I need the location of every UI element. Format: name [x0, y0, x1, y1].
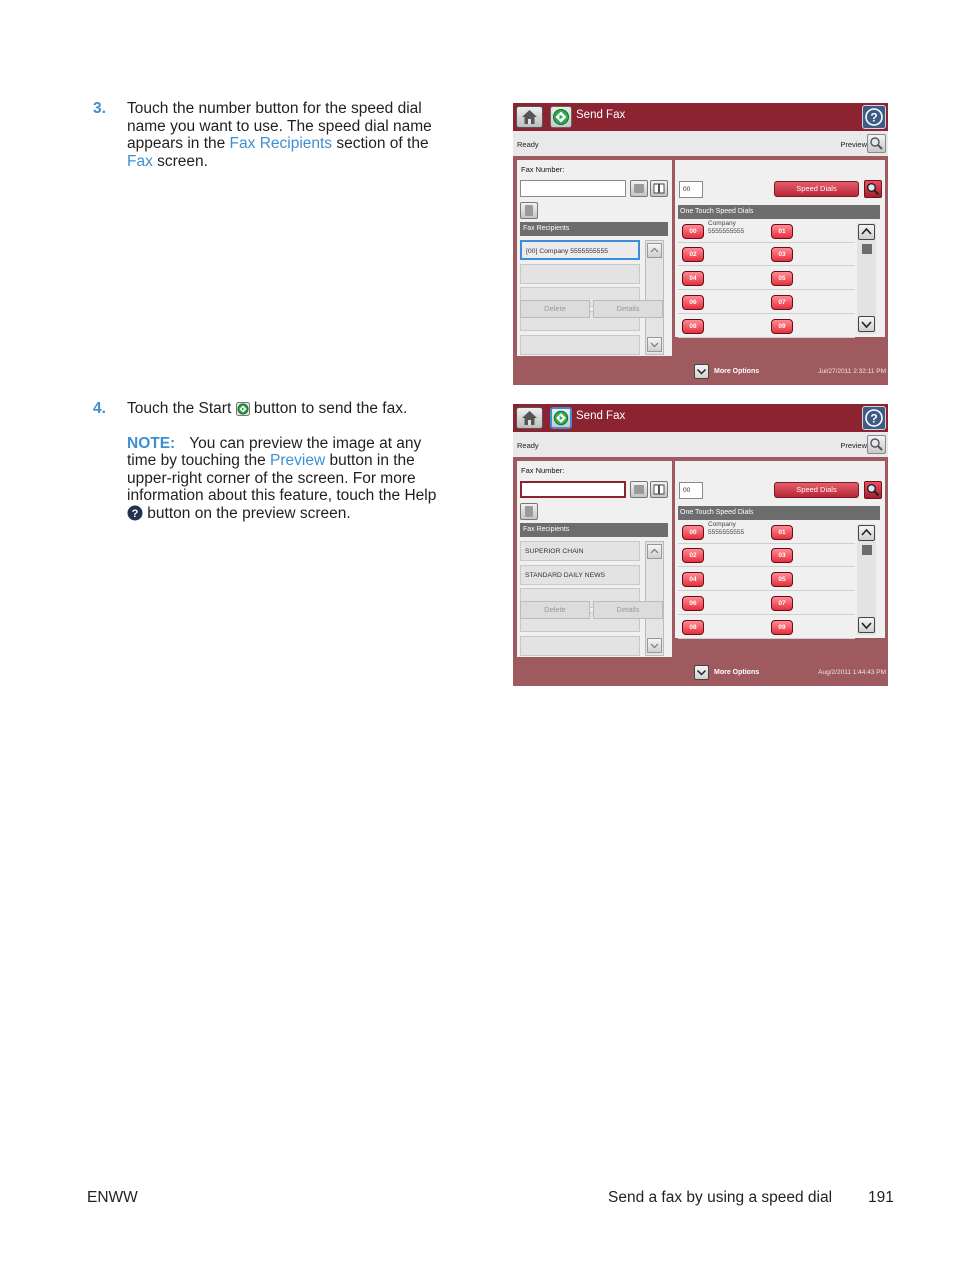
speed-dial-row [678, 267, 855, 290]
speed-dials-button[interactable]: Speed Dials [774, 482, 859, 498]
preview-button[interactable] [867, 435, 886, 454]
add-recipient-button[interactable] [520, 503, 538, 520]
speed-dial-button[interactable]: 07 [771, 596, 793, 611]
svg-text:?: ? [870, 411, 878, 426]
page-number: 191 [868, 1189, 894, 1206]
speed-dial-button[interactable]: 04 [682, 572, 704, 587]
preview-button[interactable] [867, 134, 886, 153]
recipient-row[interactable] [520, 264, 640, 284]
step-number: 4. [93, 400, 106, 417]
speed-dial-row [678, 243, 855, 266]
speed-dial-button[interactable]: 01 [771, 525, 793, 540]
note-text-part: button on the preview screen. [143, 504, 351, 522]
footer-left: ENWW [87, 1189, 138, 1206]
search-button[interactable] [864, 180, 882, 198]
home-icon [517, 114, 542, 131]
step-4 [93, 400, 453, 526]
scroll-down-icon[interactable] [858, 316, 875, 332]
svg-text:?: ? [131, 507, 139, 520]
add-recipient-button[interactable] [520, 202, 538, 219]
book-icon [651, 183, 667, 200]
speed-dial-button[interactable]: 02 [682, 247, 704, 262]
fax-recipients-header: Fax Recipients [520, 523, 668, 537]
note [127, 435, 453, 526]
step-3 [93, 100, 453, 170]
fax-link[interactable]: Fax [127, 152, 153, 170]
preview-label: Preview [840, 140, 867, 149]
fax-number-input[interactable] [520, 481, 626, 498]
help-icon [127, 505, 143, 526]
delete-button[interactable]: Delete [520, 601, 590, 619]
more-options-button[interactable] [694, 364, 709, 379]
company-name: Company [708, 521, 736, 528]
scroll-up-icon[interactable] [647, 544, 662, 559]
footer-section-title: Send a fax by using a speed dial [608, 1189, 833, 1206]
speed-dial-name [708, 521, 744, 537]
home-button[interactable] [516, 407, 543, 429]
recipients-scrollbar[interactable] [645, 240, 664, 355]
step-text-part: Touch the number button for the speed dial name you want to use. The speed dial name appears in the [127, 100, 432, 153]
speed-dial-button[interactable]: 09 [771, 620, 793, 635]
note-text-part: button in the upper-right corner of the screen. For more information about this feature, touch the Help [127, 452, 437, 505]
speed-dial-row [678, 568, 855, 591]
help-button[interactable] [862, 105, 886, 129]
speed-dial-row [678, 220, 855, 243]
fax-number-display[interactable]: 00 [679, 181, 703, 198]
speed-dial-button[interactable]: 08 [682, 620, 704, 635]
speed-dial-row [678, 592, 855, 615]
speed-dial-row [678, 544, 855, 567]
fax-number-label: Fax Number: [521, 466, 565, 475]
speed-dial-button[interactable]: 06 [682, 596, 704, 611]
search-icon [865, 485, 881, 502]
speed-dial-button[interactable]: 03 [771, 548, 793, 563]
svg-text:?: ? [870, 110, 878, 125]
scroll-down-icon[interactable] [647, 337, 662, 352]
scroll-up-icon[interactable] [858, 224, 875, 240]
scroll-down-icon[interactable] [647, 638, 662, 653]
scroll-thumb[interactable] [862, 244, 872, 254]
fax-recipients-pane [517, 160, 672, 356]
phonebook-button[interactable] [650, 180, 668, 197]
start-icon [236, 402, 250, 421]
help-button[interactable] [862, 406, 886, 430]
scroll-thumb[interactable] [862, 545, 872, 555]
preview-label: Preview [840, 441, 867, 450]
speed-dial-button[interactable]: 05 [771, 572, 793, 587]
speed-dial-button[interactable]: 04 [682, 271, 704, 286]
speed-dial-button[interactable]: 05 [771, 271, 793, 286]
speed-dials-scrollbar[interactable] [857, 223, 876, 334]
fax-number-label: Fax Number: [521, 165, 565, 174]
preview-link[interactable]: Preview [270, 452, 326, 470]
one-touch-speed-dials-header: One Touch Speed Dials [678, 205, 880, 219]
status-bar [513, 131, 888, 156]
help-icon [863, 411, 885, 433]
fax-number-input[interactable] [520, 180, 626, 197]
status-bar [513, 432, 888, 457]
step-text-part: section of the [332, 135, 429, 153]
speed-dial-button[interactable]: 02 [682, 548, 704, 563]
date-time: Jul/27/2011 2:32:11 PM [818, 368, 886, 375]
send-fax-screen-2 [513, 404, 888, 686]
speed-dial-name [708, 220, 744, 236]
search-icon [865, 184, 881, 201]
status-text: Ready [517, 140, 539, 149]
company-name: Company [708, 220, 736, 227]
speed-dial-button[interactable]: 09 [771, 319, 793, 334]
date-time: Aug/2/2011 1:44:43 PM [818, 669, 886, 676]
speed-dial-row [678, 315, 855, 338]
speed-dials-pane [675, 160, 885, 337]
speed-dial-button[interactable]: 00 [682, 224, 704, 239]
home-icon [517, 415, 542, 432]
more-options-label[interactable]: More Options [714, 368, 760, 375]
one-touch-speed-dials-header: One Touch Speed Dials [678, 506, 880, 520]
step-text-part: button to send the fax. [249, 400, 408, 417]
fax-recipients-pane [517, 461, 672, 657]
recipient-row[interactable] [520, 335, 640, 355]
phonebook-button[interactable] [650, 481, 668, 498]
clear-button[interactable] [630, 481, 648, 498]
magnifier-icon [868, 440, 885, 457]
chevron-down-icon [695, 365, 708, 382]
note-label: NOTE: [127, 434, 176, 452]
clear-button[interactable] [630, 180, 648, 197]
step-text [127, 100, 453, 170]
more-options-label[interactable]: More Options [714, 669, 760, 676]
recipients-scrollbar[interactable] [645, 541, 664, 656]
recipient-row[interactable]: [00] Company 5555555555 [520, 240, 640, 260]
send-fax-screen-1 [513, 103, 888, 385]
fax-number-display[interactable]: 00 [679, 482, 703, 499]
recipient-row[interactable]: SUPERIOR CHAIN [520, 541, 640, 561]
note-text-part: You can preview the image at any time by touching the [127, 434, 422, 470]
speed-dial-button[interactable]: 07 [771, 295, 793, 310]
speed-dial-button[interactable]: 06 [682, 295, 704, 310]
status-text: Ready [517, 441, 539, 450]
book-icon [651, 484, 667, 501]
speed-dials-scrollbar[interactable] [857, 524, 876, 635]
help-icon [863, 110, 885, 132]
document-icon [521, 506, 537, 523]
step-number: 3. [93, 100, 106, 117]
screen-title: Send Fax [576, 410, 626, 422]
speed-dial-row [678, 616, 855, 639]
step-text-part: Touch the Start [127, 400, 236, 417]
fax-recipients-header: Fax Recipients [520, 222, 668, 236]
speed-dials-pane [675, 461, 885, 638]
speed-dial-row [678, 521, 855, 544]
recipient-row[interactable]: STANDARD DAILY NEWS [520, 565, 640, 585]
recipient-row[interactable] [520, 636, 640, 656]
search-button[interactable] [864, 481, 882, 499]
magnifier-icon [868, 139, 885, 156]
company-number: 5555555555 [708, 529, 745, 536]
scroll-up-icon[interactable] [647, 243, 662, 258]
speed-dial-button[interactable]: 08 [682, 319, 704, 334]
title-bar [513, 103, 888, 131]
company-number: 5555555555 [708, 228, 745, 235]
document-icon [521, 205, 537, 222]
start-button[interactable] [550, 106, 572, 128]
screen-title: Send Fax [576, 109, 626, 121]
speed-dial-row [678, 291, 855, 314]
details-button[interactable]: Details [593, 300, 663, 318]
home-button[interactable] [516, 106, 543, 128]
speed-dial-button[interactable]: 01 [771, 224, 793, 239]
clear-icon [631, 484, 647, 501]
speed-dials-button[interactable]: Speed Dials [774, 181, 859, 197]
start-icon [552, 414, 570, 431]
start-icon [551, 114, 571, 131]
more-options-button[interactable] [694, 665, 709, 680]
start-button[interactable] [550, 407, 572, 429]
scroll-down-icon[interactable] [858, 617, 875, 633]
delete-button[interactable]: Delete [520, 300, 590, 318]
speed-dial-button[interactable]: 03 [771, 247, 793, 262]
title-bar [513, 404, 888, 432]
scroll-up-icon[interactable] [858, 525, 875, 541]
speed-dial-button[interactable]: 00 [682, 525, 704, 540]
fax-recipients-link[interactable]: Fax Recipients [229, 135, 333, 153]
clear-icon [631, 183, 647, 200]
step-text [127, 400, 453, 421]
step-text-part: screen. [152, 152, 208, 170]
details-button[interactable]: Details [593, 601, 663, 619]
chevron-down-icon [695, 666, 708, 683]
